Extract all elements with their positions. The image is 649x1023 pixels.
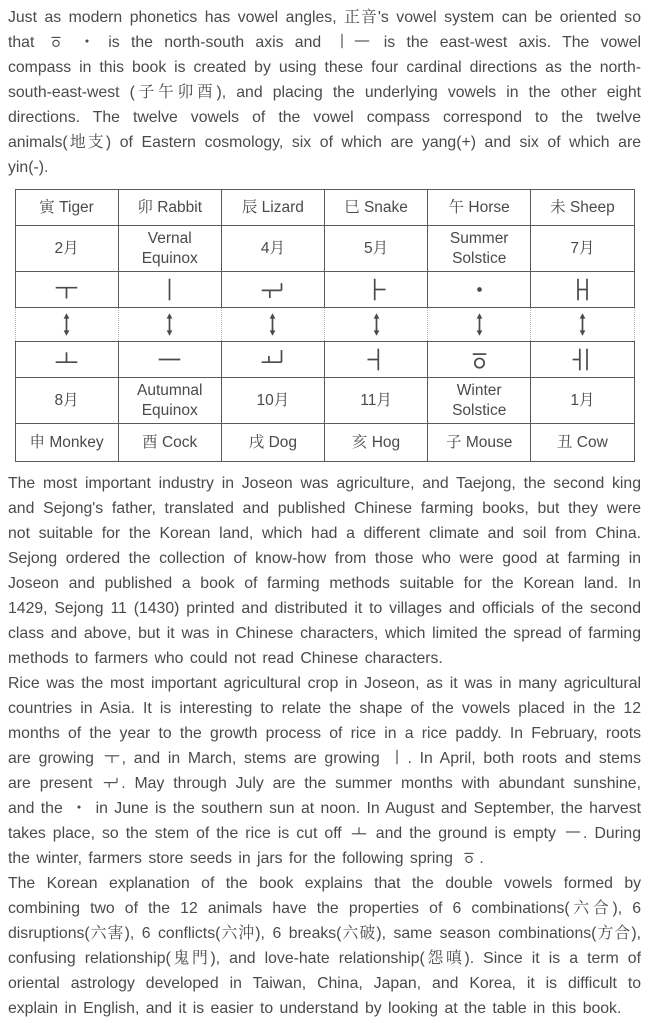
vowel-ieung-bar-icon — [47, 32, 65, 50]
table-cell — [221, 272, 324, 308]
vowel-u-i-icon — [259, 276, 286, 303]
table-cell: Summer Solstice — [428, 226, 531, 272]
vowel-dot-icon — [466, 276, 493, 303]
table-cell — [324, 272, 427, 308]
vowel-u-icon — [103, 748, 121, 766]
vowel-eu-icon — [564, 823, 582, 841]
vowel-e-icon — [569, 346, 596, 373]
vowel-i-icon — [388, 748, 406, 766]
updown-arrow-icon — [466, 311, 493, 338]
table-cell: 子 Mouse — [428, 424, 531, 462]
table-cell — [531, 342, 634, 378]
table-cell: Winter Solstice — [428, 378, 531, 424]
vowel-o-icon — [53, 346, 80, 373]
astrology-paragraph: The Korean explanation of the book explains that the double vowels formed by combining two of the 12 animals have the properties of 6 combinations(六合), 6 disruptions(六害), 6 conflicts(六沖), 6 breaks(六破), same season combinations(方合), confusing relationship(鬼門), and love-hate relationship(怨嗔). Since it is a term of oriental astrology developed in Taiwan, China, Japan, and Korea, it is difficult to explain in English, and it is easier to understand by looking at the table in this book. — [8, 875, 641, 1017]
vowel-u-icon — [53, 276, 80, 303]
vowel-i-icon — [333, 32, 351, 50]
table-cell — [531, 308, 634, 342]
table-cell — [324, 342, 427, 378]
table-cell: 亥 Hog — [324, 424, 427, 462]
vowel-i-icon — [156, 276, 183, 303]
vowel-a-icon — [363, 276, 390, 303]
table-cell: 10月 — [221, 378, 324, 424]
vowel-u-i-icon — [102, 773, 120, 791]
table-cell: 戌 Dog — [221, 424, 324, 462]
table-cell: Autumnal Equinox — [118, 378, 221, 424]
table-cell: 5月 — [324, 226, 427, 272]
vowel-eu-icon — [353, 32, 371, 50]
table-cell — [428, 272, 531, 308]
table-cell: 7月 — [531, 226, 634, 272]
vowel-ae-icon — [569, 276, 596, 303]
table-cell: 辰 Lizard — [221, 190, 324, 226]
table-cell — [15, 308, 118, 342]
animal-row-bottom — [15, 424, 634, 462]
table-cell — [15, 272, 118, 308]
table-cell — [428, 342, 531, 378]
table-cell: 4月 — [221, 226, 324, 272]
table-cell — [118, 308, 221, 342]
updown-arrow-icon — [569, 311, 596, 338]
table-cell: 未 Sheep — [531, 190, 634, 226]
table-cell: 卯 Rabbit — [118, 190, 221, 226]
table-cell: 巳 Snake — [324, 190, 427, 226]
table-cell: 1月 — [531, 378, 634, 424]
agriculture-paragraph: The most important industry in Joseon was agriculture, and Taejong, the second king and Sejong's father, translated and published Chinese farming books, but they were not suitable for the Korean land, which had a different climate and soil from China. Sejong ordered the collection of know-how from those who were good at farming in Joseon and published a book of farming methods suitable for the Korean land. In 1429, Sejong 11 (1430) printed and distributed it to villages and officials of the second class and above, but it was in Chinese characters, which limited the spread of farming methods to farmers who could not read Chinese characters. — [8, 475, 641, 667]
table-cell — [118, 272, 221, 308]
month-row-bottom — [15, 378, 634, 424]
vowel-ieung-bar-icon — [460, 848, 478, 866]
updown-arrow-icon — [363, 311, 390, 338]
pairing-row — [15, 308, 634, 342]
table-cell: 午 Horse — [428, 190, 531, 226]
table-cell: 2月 — [15, 226, 118, 272]
table-cell — [15, 342, 118, 378]
table-cell — [221, 342, 324, 378]
vowel-compass-table-body — [15, 190, 634, 462]
animal-row-top — [15, 190, 634, 226]
month-row-top — [15, 226, 634, 272]
vowel-eo-icon — [363, 346, 390, 373]
yin-vowel-row — [15, 342, 634, 378]
table-cell — [531, 272, 634, 308]
updown-arrow-icon — [156, 311, 183, 338]
vowel-ieung-bar-icon — [466, 346, 493, 373]
vowel-eu-icon — [156, 346, 183, 373]
table-cell: 11月 — [324, 378, 427, 424]
vowel-dot-icon — [70, 798, 88, 816]
intro-paragraph: Just as modern phonetics has vowel angles, 正音's vowel system can be oriented so that is the north-south axis and is the east-west axis. The vowel compass in this book is created by using these four cardinal directions as the north-south-east-west (子午卯酉), and placing the underlying vowels in the other eight directions. The twelve vowels of the vowel compass correspond to the twelve animals(地支) of Eastern cosmology, six of which are yang(+) and six of which are yin(-). — [8, 9, 641, 176]
table-cell: 酉 Cock — [118, 424, 221, 462]
vowel-compass-table — [15, 189, 635, 462]
table-cell — [118, 342, 221, 378]
table-cell — [428, 308, 531, 342]
vowel-o-i-icon — [259, 346, 286, 373]
updown-arrow-icon — [259, 311, 286, 338]
table-cell: 申 Monkey — [15, 424, 118, 462]
table-cell: 8月 — [15, 378, 118, 424]
vowel-o-icon — [350, 823, 368, 841]
table-cell: Vernal Equinox — [118, 226, 221, 272]
yang-vowel-row — [15, 272, 634, 308]
rice-paragraph: Rice was the most important agricultural crop in Joseon, as it was in many agricultural countries in Asia. It is interesting to relate the shape of the vowels placed in the 12 months of the year to the growth process of rice in a rice paddy. In February, roots are growing , and in March, stems are growing . In April, both roots and stems are present . May through July are the summer months with abundant sunshine, and the in June is the southern sun at noon. In August and September, the harvest takes place, so the stem of the rice is cut off and the ground is empty . During the winter, farmers store seeds in jars for the following spring . — [8, 675, 641, 867]
table-cell — [221, 308, 324, 342]
updown-arrow-icon — [53, 311, 80, 338]
table-cell: 丑 Cow — [531, 424, 634, 462]
table-cell — [324, 308, 427, 342]
table-cell: 寅 Tiger — [15, 190, 118, 226]
vowel-dot-icon — [78, 32, 96, 50]
